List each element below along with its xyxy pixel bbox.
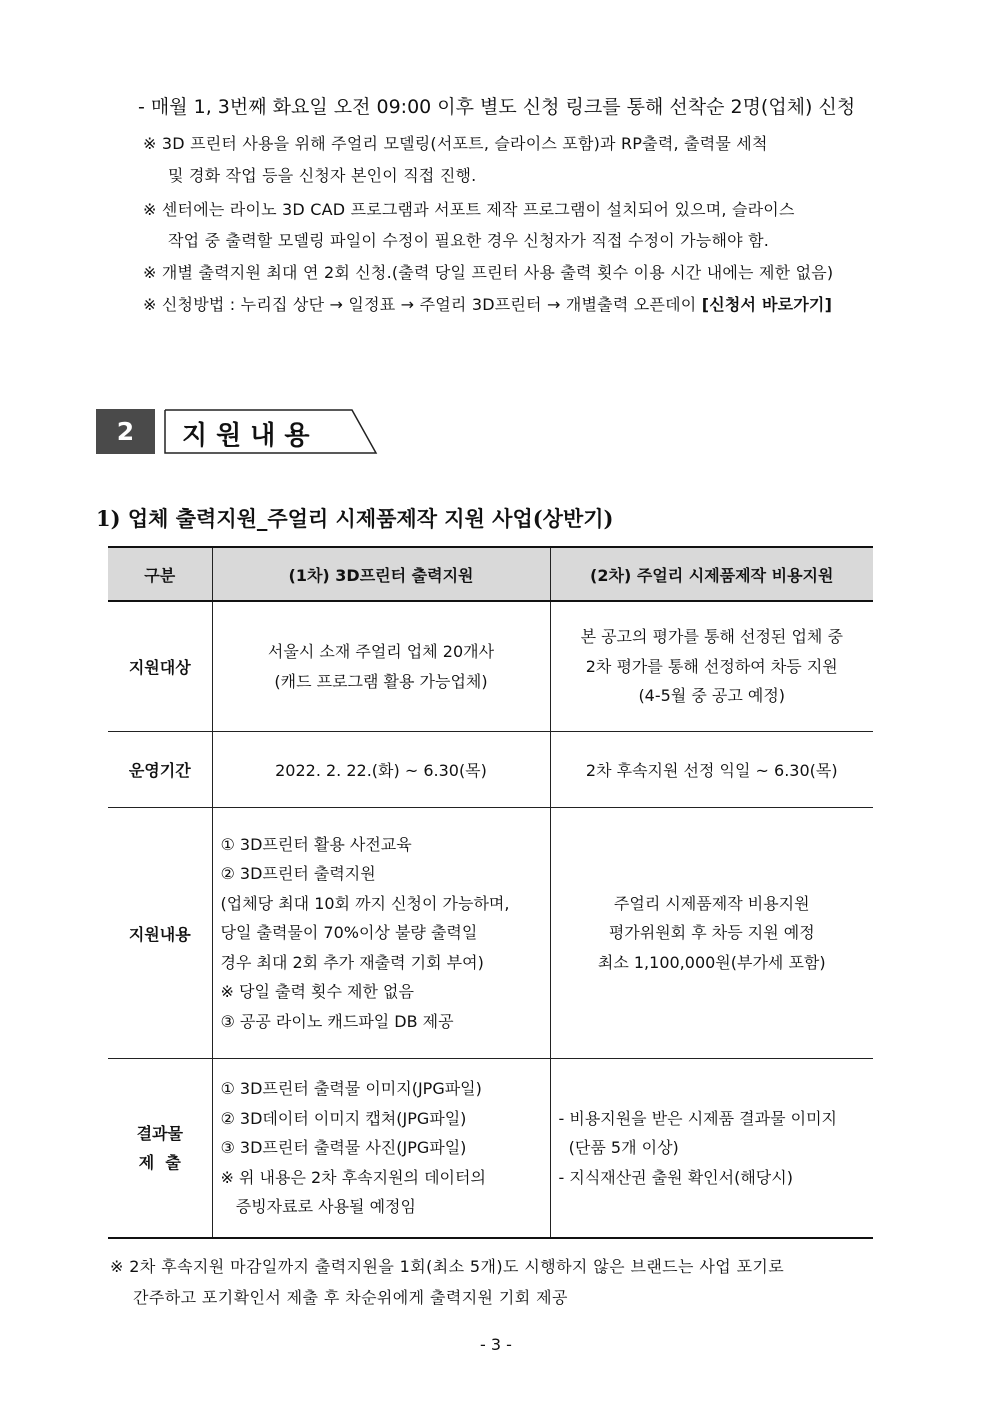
target-stage1: 서울시 소재 주얼리 업체 20개사 (캐드 프로그램 활용 가능업체) bbox=[212, 601, 550, 732]
support-table bbox=[108, 546, 873, 1239]
row-label-period: 운영기간 bbox=[108, 732, 212, 808]
target-stage2: 본 공고의 평가를 통해 선정된 업체 중 2차 평가를 통해 선정하여 차등 지원 (4-5월 중 공고 예정) bbox=[550, 601, 873, 732]
period-stage2: 2차 후속지원 선정 익일 ~ 6.30(목) bbox=[550, 732, 873, 808]
content-stage1: ① 3D프린터 활용 사전교육 ② 3D프린터 출력지원 (업체당 최대 10회 까지 신청이 가능하며, 당일 출력물이 70%이상 불량 출력일 경우 최대 2회 추가 재출력 기회 부여) ※ 당일 출력 횟수 제한 없음 ③ 공공 라이노 캐드파일 DB 제공 bbox=[212, 808, 550, 1059]
note-software-cont: 작업 중 출력할 모델링 파일이 수정이 필요한 경우 신청자가 직접 수정이 가능해야 함. bbox=[168, 231, 770, 250]
note-3d-printer-cont: 및 경화 작업 등을 신청자 본인이 직접 진행. bbox=[168, 166, 477, 185]
row-label-content: 지원내용 bbox=[108, 808, 212, 1059]
note-3d-printer: ※ 3D 프린터 사용을 위해 주얼리 모델링(서포트, 슬라이스 포함)과 RP출력, 출력물 세척 bbox=[143, 134, 768, 153]
sub-heading: 1) 업체 출력지원_주얼리 시제품제작 지원 사업(상반기) bbox=[96, 506, 614, 531]
footnote-cont: 간주하고 포기확인서 제출 후 차순위에게 출력지원 기회 제공 bbox=[133, 1288, 568, 1307]
deliverables-stage2: - 비용지원을 받은 시제품 결과물 이미지 (단품 5개 이상) - 지식재산권 출원 확인서(해당시) bbox=[550, 1059, 873, 1239]
deliverables-stage1: ① 3D프린터 출력물 이미지(JPG파일) ② 3D데이터 이미지 캡쳐(JPG파일) ③ 3D프린터 출력물 사진(JPG파일) ※ 위 내용은 2차 후속지원의 데이터의 증빙자료로 사용될 예정임 bbox=[212, 1059, 550, 1239]
apply-link[interactable]: [신청서 바로가기] bbox=[701, 295, 833, 314]
page-number: - 3 - bbox=[480, 1335, 512, 1354]
note-limit: ※ 개별 출력지원 최대 연 2회 신청.(출력 당일 프린터 사용 출력 횟수 이용 시간 내에는 제한 없음) bbox=[143, 263, 834, 282]
apply-method-text: ※ 신청방법 : 누리집 상단 → 일정표 → 주얼리 3D프린터 → 개별출력 오픈데이 bbox=[143, 295, 702, 314]
section-number: 2 bbox=[96, 409, 155, 454]
section-title-box bbox=[164, 409, 379, 454]
note-apply-method bbox=[143, 292, 832, 315]
header-stage1: (1차) 3D프린터 출력지원 bbox=[212, 547, 550, 601]
row-label-deliverables: 결과물 제 출 bbox=[108, 1059, 212, 1239]
footnote: ※ 2차 후속지원 마감일까지 출력지원을 1회(최소 5개)도 시행하지 않은 브랜드는 사업 포기로 bbox=[110, 1257, 785, 1276]
header-stage2: (2차) 주얼리 시제품제작 비용지원 bbox=[550, 547, 873, 601]
content-stage2: 주얼리 시제품제작 비용지원 평가위원회 후 차등 지원 예정 최소 1,100,000원(부가세 포함) bbox=[550, 808, 873, 1059]
header-category: 구분 bbox=[108, 547, 212, 601]
section-title: 지원내용 bbox=[182, 421, 319, 451]
row-label-target: 지원대상 bbox=[108, 601, 212, 732]
schedule-line: - 매월 1, 3번째 화요일 오전 09:00 이후 별도 신청 링크를 통해 선착순 2명(업체) 신청 bbox=[138, 96, 856, 118]
note-software: ※ 센터에는 라이노 3D CAD 프로그램과 서포트 제작 프로그램이 설치되어 있으며, 슬라이스 bbox=[143, 200, 795, 219]
period-stage1: 2022. 2. 22.(화) ~ 6.30(목) bbox=[212, 732, 550, 808]
